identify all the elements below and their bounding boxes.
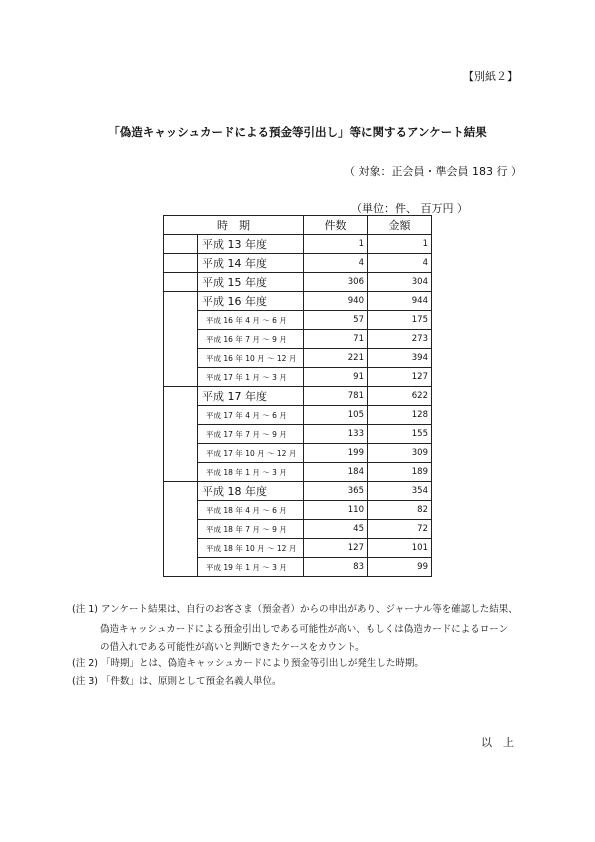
attachment-label: 【別紙２】 <box>463 70 518 83</box>
quarter-amount: 309 <box>368 444 432 463</box>
quarter-count: 199 <box>304 444 368 463</box>
year-amount: 622 <box>368 387 432 406</box>
quarter-amount: 155 <box>368 425 432 444</box>
year-label: 平成 15 年度 <box>198 273 304 292</box>
quarter-count: 71 <box>304 330 368 349</box>
quarter-amount: 189 <box>368 463 432 482</box>
year-label: 平成 16 年度 <box>198 292 304 311</box>
quarter-label: 平成 17 年 4 月 ～ 6 月 <box>198 406 304 425</box>
year-amount: 944 <box>368 292 432 311</box>
table-row <box>164 330 432 349</box>
unit-note: （単位：件、 百万円 ） <box>351 202 468 215</box>
year-amount: 354 <box>368 482 432 501</box>
quarter-count: 57 <box>304 311 368 330</box>
table-row <box>164 444 432 463</box>
quarter-count: 45 <box>304 520 368 539</box>
quarter-count: 221 <box>304 349 368 368</box>
year-amount: 4 <box>368 254 432 273</box>
table-row <box>164 349 432 368</box>
note-text: 「件数」は、原則として預金名義人単位。 <box>101 676 282 687</box>
table-row <box>164 501 432 520</box>
quarter-amount: 72 <box>368 520 432 539</box>
quarter-label: 平成 17 年 1 月 ～ 3 月 <box>198 368 304 387</box>
quarter-label: 平成 17 年 10 月 ～ 12 月 <box>198 444 304 463</box>
quarter-count: 91 <box>304 368 368 387</box>
results-table <box>163 215 432 577</box>
year-label: 平成 14 年度 <box>198 254 304 273</box>
note-label: (注 2) <box>72 658 98 669</box>
table-row <box>164 539 432 558</box>
quarter-label: 平成 17 年 7 月 ～ 9 月 <box>198 425 304 444</box>
table-row <box>164 235 432 254</box>
quarter-label: 平成 16 年 7 月 ～ 9 月 <box>198 330 304 349</box>
table-row <box>164 482 432 501</box>
table-header-row <box>164 216 432 235</box>
table-row <box>164 558 432 577</box>
quarter-label: 平成 18 年 7 月 ～ 9 月 <box>198 520 304 539</box>
quarter-amount: 99 <box>368 558 432 577</box>
table-row <box>164 406 432 425</box>
table-row <box>164 368 432 387</box>
table-row <box>164 273 432 292</box>
quarter-count: 83 <box>304 558 368 577</box>
note-1-line-3: の借入れである可能性が高いと判断できたケースをカウント。 <box>100 642 365 653</box>
year-count: 306 <box>304 273 368 292</box>
table-row <box>164 292 432 311</box>
survey-target: （ 対象：正会員・準会員 183 行 ） <box>344 165 522 178</box>
year-count: 365 <box>304 482 368 501</box>
table-row <box>164 463 432 482</box>
quarter-amount: 394 <box>368 349 432 368</box>
note-1-line-2: 偽造キャッシュカードによる預金引出しである可能性が高い、もしくは偽造カードによるローン <box>100 624 509 635</box>
table-row <box>164 520 432 539</box>
quarter-label: 平成 16 年 4 月 ～ 6 月 <box>198 311 304 330</box>
year-label: 平成 18 年度 <box>198 482 304 501</box>
quarter-label: 平成 19 年 1 月 ～ 3 月 <box>198 558 304 577</box>
quarter-amount: 127 <box>368 368 432 387</box>
year-count: 781 <box>304 387 368 406</box>
quarter-amount: 82 <box>368 501 432 520</box>
quarter-label: 平成 18 年 1 月 ～ 3 月 <box>198 463 304 482</box>
note-2 <box>72 657 424 671</box>
year-count: 4 <box>304 254 368 273</box>
header-amount: 金額 <box>368 216 432 235</box>
note-1 <box>72 603 518 617</box>
table-row <box>164 311 432 330</box>
quarter-amount: 128 <box>368 406 432 425</box>
quarter-label: 平成 16 年 10 月 ～ 12 月 <box>198 349 304 368</box>
quarter-count: 133 <box>304 425 368 444</box>
note-text: アンケート結果は、自行のお客さま（預金者）からの申出があり、ジャーナル等を確認した結果、 <box>101 604 518 615</box>
quarter-count: 127 <box>304 539 368 558</box>
quarter-count: 110 <box>304 501 368 520</box>
year-count: 1 <box>304 235 368 254</box>
header-count: 件数 <box>304 216 368 235</box>
note-label: (注 1) <box>72 604 98 615</box>
table-row <box>164 425 432 444</box>
year-count: 940 <box>304 292 368 311</box>
note-text: 「時期」とは、偽造キャッシュカードにより預金等引出しが発生した時期。 <box>101 658 424 669</box>
quarter-amount: 101 <box>368 539 432 558</box>
year-label: 平成 13 年度 <box>198 235 304 254</box>
end-mark: 以 上 <box>481 736 514 749</box>
year-amount: 1 <box>368 235 432 254</box>
quarter-count: 184 <box>304 463 368 482</box>
quarter-amount: 273 <box>368 330 432 349</box>
quarter-amount: 175 <box>368 311 432 330</box>
note-3 <box>72 675 282 689</box>
note-label: (注 3) <box>72 676 98 687</box>
quarter-label: 平成 18 年 10 月 ～ 12 月 <box>198 539 304 558</box>
table-row <box>164 254 432 273</box>
year-label: 平成 17 年度 <box>198 387 304 406</box>
quarter-count: 105 <box>304 406 368 425</box>
header-period: 時 期 <box>164 216 304 235</box>
document-title: 「偽造キャッシュカードによる預金等引出し」等に関するアンケート結果 <box>108 125 487 139</box>
year-amount: 304 <box>368 273 432 292</box>
table-row <box>164 387 432 406</box>
quarter-label: 平成 18 年 4 月 ～ 6 月 <box>198 501 304 520</box>
